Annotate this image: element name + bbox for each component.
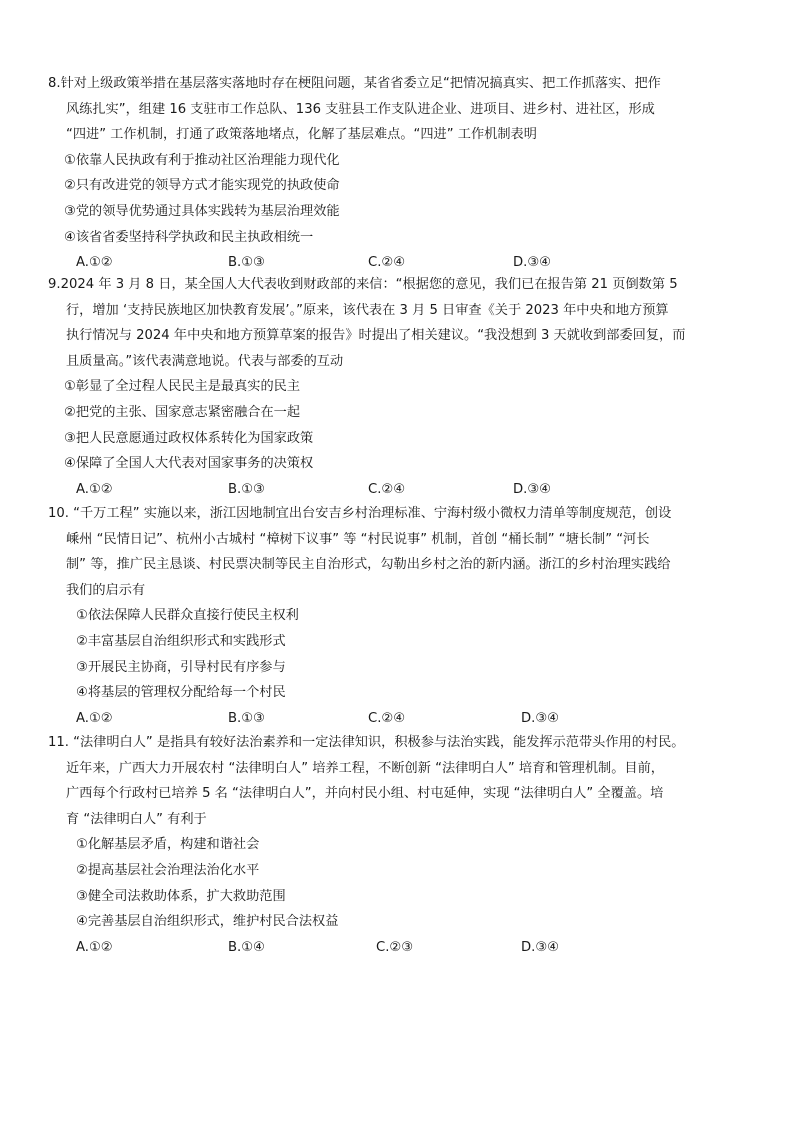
statement-option: ③把人民意愿通过政权体系转化为国家政策 xyxy=(64,430,314,446)
statement-option: ①彰显了全过程人民民主是最真实的民主 xyxy=(64,379,301,395)
answer-choices xyxy=(48,477,760,503)
question-stem-line: 行，增加 ‘支持民族地区加快教育发展’。”原来，该代表在 3 月 5 日审查《关于 2023 年中央和地方预算 xyxy=(66,302,669,318)
question-stem-line: 11. “法律明白人” 是指具有较好法治素养和一定法律知识，积极参与法治实践，能发挥示范带头作用的村民。 xyxy=(48,735,685,750)
statement-option: ②只有改进党的领导方式才能实现党的执政使命 xyxy=(64,178,340,194)
choice-a[interactable]: A.①② xyxy=(76,481,113,497)
choice-a[interactable]: A.①② xyxy=(76,939,113,955)
choice-b[interactable]: B.①③ xyxy=(228,255,265,271)
question-stem-line: 10. “千万工程” 实施以来，浙江因地制宜出台安吉乡村治理标准、宁海村级小微权力清单等制度规范，创设 xyxy=(48,506,672,521)
choice-c[interactable]: C.②④ xyxy=(368,710,406,726)
choice-d[interactable]: D.③④ xyxy=(521,939,559,955)
statement-option: ②把党的主张、国家意志紧密融合在一起 xyxy=(64,404,301,420)
statement-option: ①依靠人民执政有利于推动社区治理能力现代化 xyxy=(64,152,340,168)
question-stem-line: 8.针对上级政策举措在基层落实落地时存在梗阻问题，某省省委立足“把情况搞真实、把工作抓落实、把作 xyxy=(48,76,661,91)
question-8 xyxy=(48,71,760,276)
question-stem-line: 嵊州 “民情日记”、杭州小古城村 “樟树下议事” 等 “村民说事” 机制，首创 “桶长制” “塘长制” “河长 xyxy=(66,531,650,547)
choice-a[interactable]: A.①② xyxy=(76,255,113,271)
choice-c[interactable]: C.②④ xyxy=(368,481,406,497)
question-stem-line: 9.2024 年 3 月 8 日，某全国人大代表收到财政部的来信：“根据您的意见，我们已在报告第 21 页倒数第 5 xyxy=(48,277,678,292)
question-stem-line: 且质量高。”该代表满意地说。代表与部委的互动 xyxy=(66,353,344,369)
statement-option: ④该省省委坚持科学执政和民主执政相统一 xyxy=(64,229,314,245)
question-stem-line: “四进” 工作机制，打通了政策落地堵点，化解了基层难点。“四进” 工作机制表明 xyxy=(66,127,537,143)
choice-c[interactable]: C.②③ xyxy=(376,939,414,955)
statement-option: ④保障了全国人大代表对国家事务的决策权 xyxy=(64,456,314,472)
choice-d[interactable]: D.③④ xyxy=(521,710,559,726)
statement-option: ③健全司法救助体系，扩大救助范围 xyxy=(76,888,286,904)
question-stem-line: 执行情况与 2024 年中央和地方预算草案的报告》时提出了相关建议。“我没想到 3 天就收到部委回复，而 xyxy=(66,328,686,344)
question-stem-line: 育 “法律明白人” 有利于 xyxy=(66,811,207,827)
question-stem-line: 制” 等，推广民主恳谈、村民票决制等民主自治形式，勾勒出乡村之治的新内涵。浙江的乡村治理实践给 xyxy=(66,557,671,573)
question-stem-line: 近年来，广西大力开展农村 “法律明白人” 培养工程，不断创新 “法律明白人” 培育和管理机制。目前， xyxy=(66,760,664,776)
choice-b[interactable]: B.①④ xyxy=(228,939,265,955)
choice-a[interactable]: A.①② xyxy=(76,710,113,726)
choice-d[interactable]: D.③④ xyxy=(513,255,551,271)
statement-option: ④将基层的管理权分配给每一个村民 xyxy=(76,685,286,701)
answer-choices xyxy=(48,706,760,732)
answer-choices xyxy=(48,935,760,961)
choice-d[interactable]: D.③④ xyxy=(513,481,551,497)
question-11 xyxy=(48,730,760,960)
statement-option: ④完善基层自治组织形式，维护村民合法权益 xyxy=(76,914,339,930)
question-stem-line: 我们的启示有 xyxy=(66,582,146,598)
choice-b[interactable]: B.①③ xyxy=(228,481,265,497)
statement-option: ②提高基层社会治理法治化水平 xyxy=(76,862,260,878)
question-stem-line: 风练扎实”，组建 16 支驻市工作总队、136 支驻县工作支队进企业、进项目、进乡村、进社区，形成 xyxy=(66,101,655,117)
statement-option: ②丰富基层自治组织形式和实践形式 xyxy=(76,633,286,649)
statement-option: ③党的领导优势通过具体实践转为基层治理效能 xyxy=(64,203,340,219)
choice-c[interactable]: C.②④ xyxy=(368,255,406,271)
question-9 xyxy=(48,272,760,502)
statement-option: ③开展民主协商，引导村民有序参与 xyxy=(76,659,286,675)
choice-b[interactable]: B.①③ xyxy=(228,710,265,726)
question-stem-line: 广西每个行政村已培养 5 名 “法律明白人”，并向村民小组、村屯延伸，实现 “法律明白人” 全覆盖。培 xyxy=(66,786,664,802)
statement-option: ①依法保障人民群众直接行使民主权利 xyxy=(76,608,299,624)
statement-option: ①化解基层矛盾，构建和谐社会 xyxy=(76,837,260,853)
question-10 xyxy=(48,501,760,731)
